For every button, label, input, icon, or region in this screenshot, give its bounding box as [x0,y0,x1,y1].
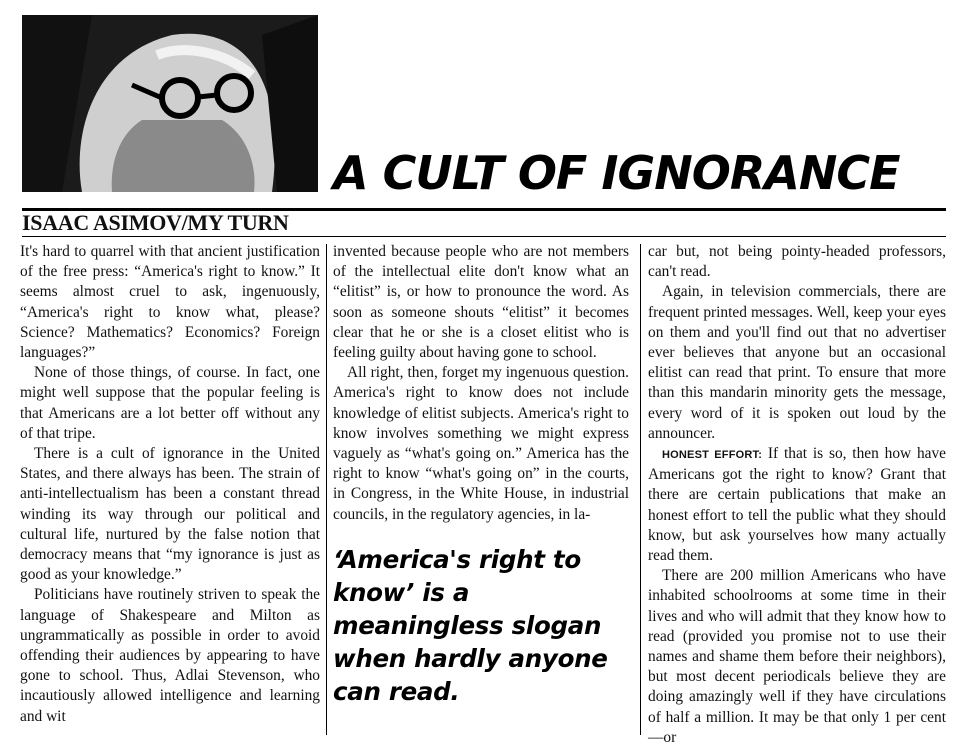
paragraph: Politicians have routinely striven to speak the language of Shakespeare and Milton as ungrammatically as possible in order to avoid offending their audiences by appearing to have gone to school. Thus, Adlai Stevenson, who incautiously allowed intelligence and learning and wit [20,586,320,725]
byline: ISAAC ASIMOV/MY TURN [22,210,289,235]
paragraph: There are 200 million Americans who have inhabited schoolrooms at some time in their lives and who will admit that they know how to read (provided you promise not to use their names and shame them before their neighbors), but most decent periodicals believe they are doing amazingly well if they have circulations of half a million. It may be that only 1 per cent—or [648,567,946,746]
author-portrait-image [22,15,318,192]
column-1 [20,242,320,735]
column-2 [333,242,629,735]
paragraph: Again, in television commercials, there are frequent printed messages. Well, keep your eyes on them and you'll find out that no advertiser ever believes that anyone but an occasional elitist can read that print. To ensure that more than this mandarin minority gets the message, every word of it is spoken out loud by the announcer. [648,283,946,442]
paragraph-honest-effort [648,444,946,566]
paragraph: invented because people who are not members of the intellectual elite don't know what an “elitist” is, or how to pronounce the word. As soon as someone shouts “elitist” it becomes clear that he or she is a closet elitist who is feeling guilty about having gone to school. [333,243,629,362]
column-3 [648,242,946,746]
paragraph-text: If that is so, then how have Americans got the right to know? Grant that there are certain publications that make an honest effort to tell the public what they should know, but ask yourselves how many actually read them. [648,445,946,565]
paragraph: None of those things, of course. In fact, one might well suppose that the popular feeling is that Americans are a lot better off without any of that tripe. [20,364,320,442]
column-divider-2 [640,244,641,735]
paragraph: car but, not being pointy-headed professors, can't read. [648,243,946,281]
byline-rule [22,236,946,237]
paragraph: All right, then, forget my ingenuous question. America's right to know does not include knowledge of elitist subjects. America's right to know involves something we might express vaguely as “what's going on.” America has the right to know “what's going on” in the courts, in Congress, in the White House, in industrial councils, in the regulatory agencies, in la- [333,364,629,523]
paragraph: It's hard to quarrel with that ancient justification of the free press: “America's right to know.” It seems almost cruel to ask, ingenuously, “America's right to know what, please? Science? Mathematics? Economics? Foreign languages?” [20,243,320,362]
paragraph: There is a cult of ignorance in the United States, and there always has been. The strain of anti-intellectualism has been a constant thread winding its way through our political and cultural life, nurtured by the false notion that democracy means that “my ignorance is just as good as your knowledge.” [20,445,320,584]
column-divider-1 [326,244,327,735]
author-photo [22,15,318,192]
article-headline: A CULT OF IGNORANCE [333,146,900,200]
pull-quote: ‘America's right to know’ is a meaningless slogan when hardly anyone can read. [333,544,608,706]
run-in-subhead: HONEST EFFORT: [662,449,763,462]
